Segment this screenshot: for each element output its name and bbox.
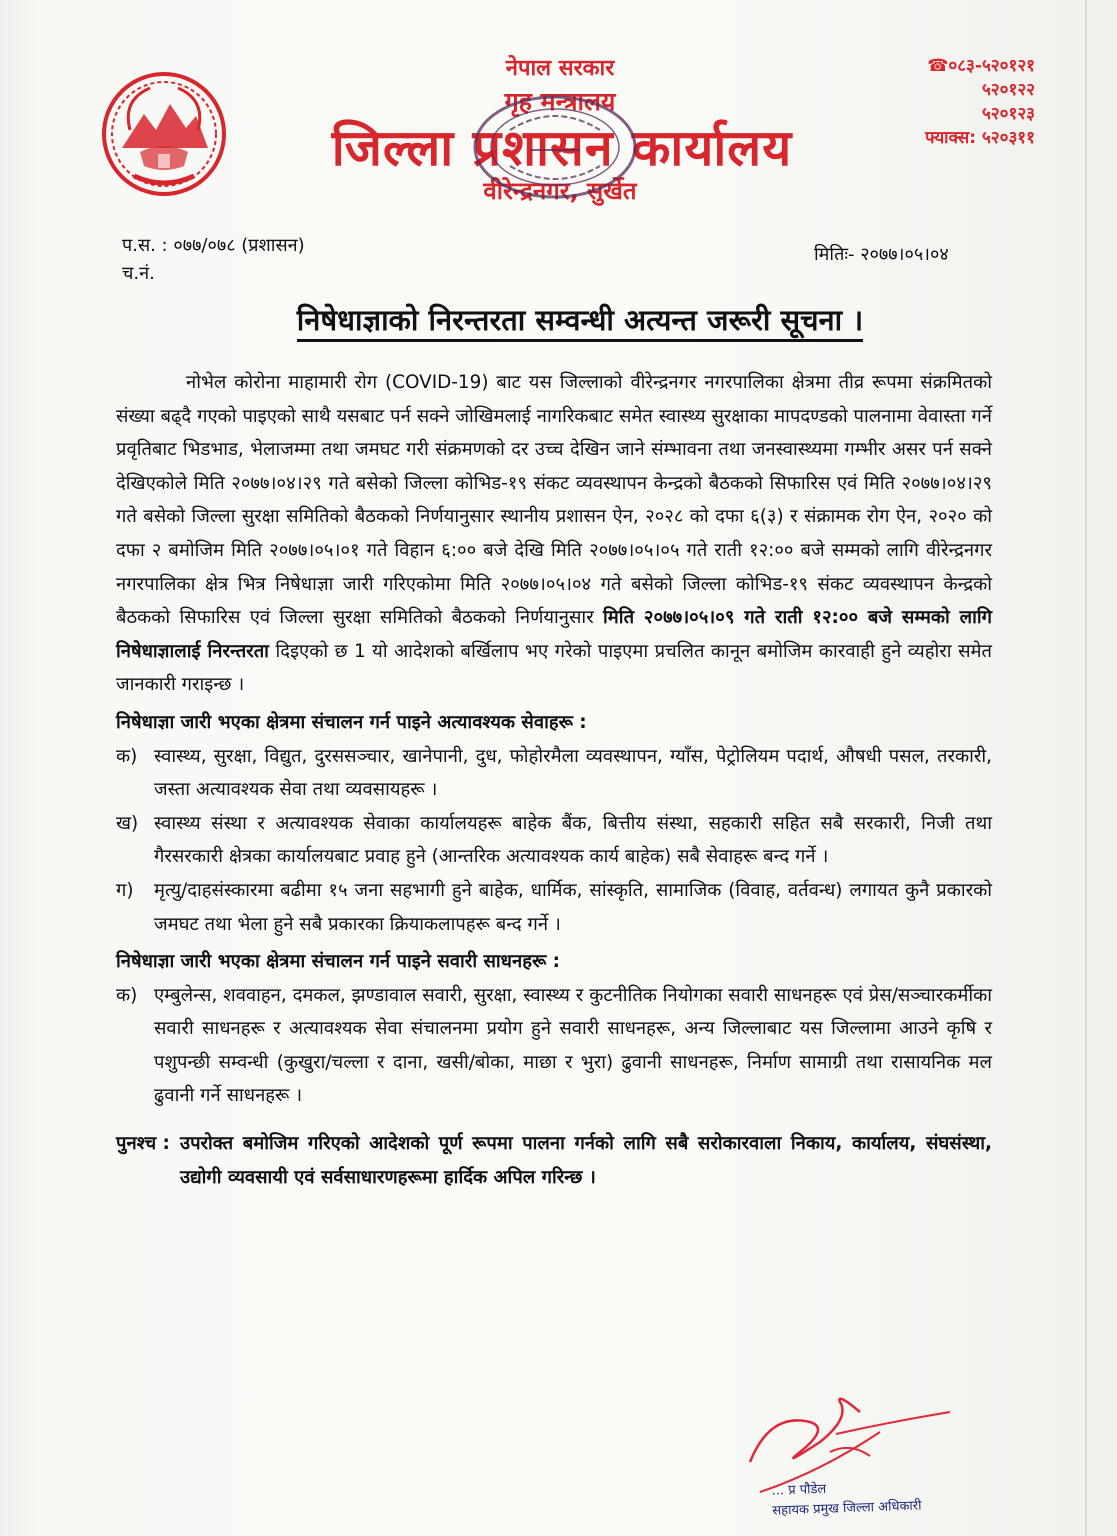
page-edge (1085, 0, 1087, 1536)
item-marker: ग) (116, 879, 134, 901)
reference-block (122, 232, 305, 288)
intro-paragraph (116, 366, 992, 702)
list-item (116, 874, 992, 941)
intro-text-end: दिइएको छ 1 यो आदेशको बर्खिलाप भए गरेको पाइएमा प्रचलित कानून बमोजिम कारवाही हुने व्यहोरा समेत जानकारी गराइन्छ । (116, 640, 992, 696)
phone-number: ५२०१२२ (981, 80, 1035, 100)
signatory-name: ... प्र पौडेल (771, 1481, 827, 1499)
intro-text: नोभेल कोरोना माहामारी रोग (COVID-19) बाट यस जिल्लाको वीरेन्द्रनगर नगरपालिका क्षेत्रमा तीव्र रूपमा संक्रमितको संख्या बढ्दै गएको पाइएको साथै यसबाट पर्न सक्ने जोखिमलाई नागरिकबाट समेत स्वास्थ्य सुरक्षाका मापदण्डको पालनामा वेवास्ता गर्ने प्रवृतिबाट भिडभाड, भेलाजम्मा तथा जमघट गरी संक्रमणको दर उच्च देखिन जाने संम्भावना तथा जनस्वास्थ्यमा गम्भीर असर पर्न सक्ने देखिएकोले मिति २०७७।०४।२९ गते बसेको जिल्ला कोभिड-१९ संकट व्यवस्थापन केन्द्रको बैठकको सिफारिस एवं मिति २०७७।०४।२९ गते बसेको जिल्ला सुरक्षा समितिको बैठकको निर्णयानुसार स्थानीय प्रशासन ऐन, २०२८ को दफा ६(३) र संक्रामक रोग ऐन, २०२० को दफा २ बमोजिम मिति २०७७।०५।०१ गते विहान ६:०० बजे देखि मिति २०७७।०५।०५ गते राती १२:०० बजे सम्मको लागि वीरेन्द्रनगर नगरपालिका क्षेत्र भित्र निषेधाज्ञा जारी गरिएकोमा मिति २०७७।०५।०४ गते बसेको जिल्ला कोभिड-१९ संकट व्यवस्थापन केन्द्रको बैठकको सिफारिस एवं जिल्ला सुरक्षा समितिको बैठकको निर्णयानुसार (116, 372, 992, 629)
services-heading: निषेधाज्ञा जारी भएका क्षेत्रमा संचालन गर्न पाइने अत्यावश्यक सेवाहरू : (116, 711, 587, 733)
signatory-block (771, 1474, 982, 1521)
signatory-designation: सहायक प्रमुख जिल्ला अधिकारी (772, 1498, 922, 1519)
list-item (116, 807, 992, 874)
fax-number: फ्याक्स: ५२०३११ (925, 128, 1035, 148)
notice-title-text: निषेधाज्ञाको निरन्तरता सम्वन्धी अत्यन्त जरूरी सूचना । (297, 303, 863, 342)
notice-body (116, 366, 992, 1194)
ps-number: प.स. : ०७७/०७८ (प्रशासन) (122, 235, 305, 256)
intro-bold-text: मिति २०७७।०५।०९ गते राती १२:०० बजे सम्मको लागि निषेधाज्ञालाई निरन्तरता (116, 607, 992, 662)
postscript (116, 1127, 992, 1194)
item-text: स्वास्थ्य संस्था र अत्यावश्यक सेवाका कार्यालयहरू बाहेक बैंक, बित्तीय संस्था, सहकारी सहित सबै सरकारी, निजी तथा गैरसरकारी क्षेत्रका कार्यालयबाट प्रवाह हुने (आन्तरिक अत्यावश्यक कार्य बाहेक) सबै सेवाहरू बन्द गर्ने । (154, 812, 992, 868)
notice-title (190, 300, 970, 339)
office-stamp (470, 92, 640, 202)
office-name: जिल्ला प्रशासन कार्यालय (331, 119, 793, 177)
cn-number: च.नं. (122, 263, 155, 284)
item-marker: ख) (116, 812, 139, 834)
vehicles-heading: निषेधाज्ञा जारी भएका क्षेत्रमा संचालन गर्न पाइने सवारी साधनहरू : (116, 951, 561, 973)
government-name: नेपाल सरकार (505, 56, 615, 81)
item-marker: क) (116, 984, 138, 1006)
contact-block (925, 54, 1035, 150)
item-marker: क) (116, 745, 138, 767)
item-text: मृत्यु/दाहसंस्कारमा बढीमा १५ जना सहभागी हुने बाहेक, धार्मिक, सांस्कृति, सामाजिक (विवाह, वर्तवन्ध) लगायत कुनै प्रकारको जमघट तथा भेला हुने सबै प्रकारका क्रियाकलापहरू बन्द गर्ने । (154, 879, 992, 935)
list-item (116, 740, 992, 807)
postscript-label: पुनश्च : (116, 1133, 170, 1155)
item-text: एम्बुलेन्स, शववाहन, दमकल, झण्डावाल सवारी, सुरक्षा, स्वास्थ्य र कुटनीतिक नियोगका सवारी साधनहरू एवं प्रेस/सञ्चारकर्मीका सवारी साधनहरू र अत्यावश्यक सेवा संचालनमा प्रयोग हुने सवारी साधनहरू, अन्य जिल्लाबाट यस जिल्लामा आउने कृषि र पशुपन्छी सम्वन्धी (कुखुरा/चल्ला र दाना, खसी/बोका, माछा र भुरा) ढुवानी साधनहरू, निर्माण सामाग्री तथा रासायनिक मल ढुवानी गर्ने साधनहरू । (154, 984, 992, 1107)
nepal-emblem-icon (100, 70, 228, 198)
phone-number: ☎०८३-५२०१२१ (927, 56, 1035, 76)
letter-date: मितिः- २०७७।०५।०४ (814, 244, 949, 265)
list-item (116, 979, 992, 1113)
office-location: वीरेन्द्रनगर, सुर्खेत (483, 177, 637, 205)
phone-number: ५२०१२३ (981, 104, 1035, 124)
ministry-name: गृह मन्त्रालय (504, 87, 616, 116)
item-text: स्वास्थ्य, सुरक्षा, विद्युत, दुरससञ्चार, खानेपानी, दुध, फोहोरमैला व्यवस्थापन, ग्याँस, पेट्रोलियम पदार्थ, औषधी पसल, तरकारी, जस्ता अत्यावश्यक सेवा तथा व्यवसायहरू । (154, 745, 992, 801)
postscript-text: उपरोक्त बमोजिम गरिएको आदेशको पूर्ण रूपमा पालना गर्नको लागि सबै सरोकारवाला निकाय, कार्यालय, संघसंस्था, उद्योगी व्यवसायी एवं सर्वसाधारणहरूमा हार्दिक अपिल गरिन्छ । (180, 1133, 992, 1188)
